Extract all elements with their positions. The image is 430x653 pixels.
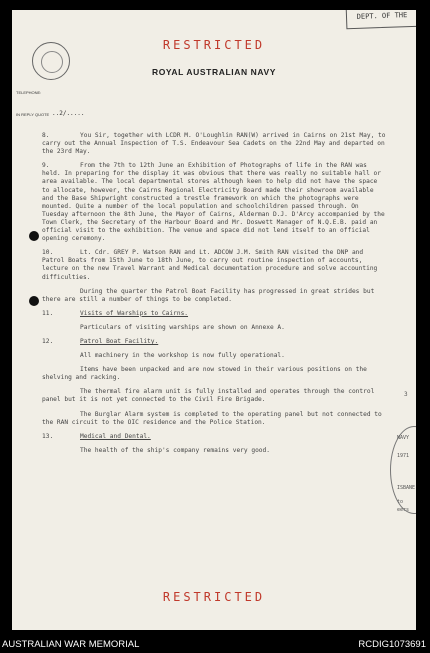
paragraph-text: The thermal fire alarm unit is fully installed and operates through the control panel but it is not yet connected to the Civil Fire Brigade. [42, 388, 375, 404]
side-stamp-line: eers [397, 507, 410, 513]
punch-hole-icon [29, 296, 39, 306]
paragraph [42, 249, 388, 281]
side-stamp-line: to [397, 499, 404, 505]
archive-id: RCDIG1073691 [358, 639, 426, 650]
punch-hole-icon [29, 231, 39, 241]
paragraph-text: Particulars of visiting warships are shown on Annexe A. [80, 323, 285, 331]
document-body [42, 132, 388, 461]
paragraph-text: From the 7th to 12th June an Exhibition of Photographs of life in the RAN was held. In preparing for the display it was obvious that there was really no suitable hall or area available. The local departmental stores although keen to help did not have the space to allocate, however, the Cairns Regional Electricity Board made their showroom available and the Base Shipwright constructed a trestle framework on which the photographs were mounted. Quite a number of the local population and schoolchildren passed through. On Tuesday afternoon the 8th June, the Mayor of Cairns, Alderman D.J. D'Arcy accompanied by the Town Clerk, the Secretary of the Harbour Board and Mr. Doswett Manager of N.Q.E.B. paid an official visit to the exhibition. The venue and space did not lend itself to an official opening ceremony. [42, 162, 385, 243]
paragraph-number: 9. [42, 162, 50, 170]
paragraph [42, 324, 388, 332]
received-stamp [390, 426, 416, 514]
paragraph-number: 12. [42, 337, 54, 345]
paragraph [42, 388, 388, 404]
paragraph-text: You Sir, together with LCDR M. O'Loughlin RAN(W) arrived in Cairns on 21st May, to carry out the Annual Inspection of T.S. Endeavour Sea Cadets on the 22nd May and departed on the 23rd May. [42, 132, 386, 156]
paragraph-text: During the quarter the Patrol Boat Facility has progressed in great strides but there are still a number of things to be completed. [42, 287, 375, 303]
paragraph [42, 132, 388, 156]
paragraph [42, 447, 388, 455]
paragraph [42, 411, 388, 427]
side-stamp-line: ISBANE [397, 485, 416, 491]
paragraph-number: 11. [42, 309, 54, 317]
paragraph [42, 366, 388, 382]
heading-text: Patrol Boat Facility. [80, 337, 159, 345]
heading-text: Medical and Dental. [80, 432, 151, 440]
paragraph-number: 10. [42, 249, 54, 257]
paragraph-text: The health of the ship's company remains very good. [80, 446, 270, 454]
restricted-top-stamp: RESTRICTED [162, 38, 266, 52]
paragraph-number: 13. [42, 432, 54, 440]
paragraph [42, 352, 388, 360]
paragraph-text: All machinery in the workshop is now fully operational. [80, 352, 285, 360]
telephone-label: TELEPHONE: [16, 90, 42, 95]
side-stamp-line: 1971 [397, 453, 410, 459]
side-stamp-line: NAVY [397, 435, 410, 441]
paragraph [42, 162, 388, 243]
section-heading [42, 338, 388, 346]
paragraph-number: 8. [42, 132, 50, 139]
archive-caption: AUSTRALIAN WAR MEMORIAL [2, 639, 140, 650]
margin-mark: 3 [404, 391, 408, 398]
reply-value: ..2/..... [52, 110, 85, 117]
document-page [12, 10, 416, 630]
paragraph-text: Lt. Cdr. GREY P. Watson RAN and Lt. ADCOW J.M. Smith RAN visited the DNP and Patrol Boats from 15th June to 18th June, to carry out routine inspection of accounts, lecture on the new Travel Warrant and Medical documentation procedure and solve accounting difficulties. [42, 249, 378, 281]
paragraph-text: Items have been unpacked and are now stowed in their various positions on the shelving and racking. [42, 366, 367, 382]
reply-label: IN REPLY QUOTE [16, 112, 50, 117]
paragraph-text: The Burglar Alarm system is completed to the operating panel but not connected to the RAN circuit to the OIC residence and the Police Station. [42, 410, 382, 426]
heading-text: Visits of Warships to Cairns. [80, 309, 189, 317]
section-heading [42, 310, 388, 318]
restricted-bottom-stamp: RESTRICTED [162, 590, 266, 604]
department-stamp: DEPT. OF THE [346, 10, 416, 29]
paragraph [42, 288, 388, 304]
section-heading [42, 433, 388, 441]
org-title: ROYAL AUSTRALIAN NAVY [151, 67, 277, 77]
